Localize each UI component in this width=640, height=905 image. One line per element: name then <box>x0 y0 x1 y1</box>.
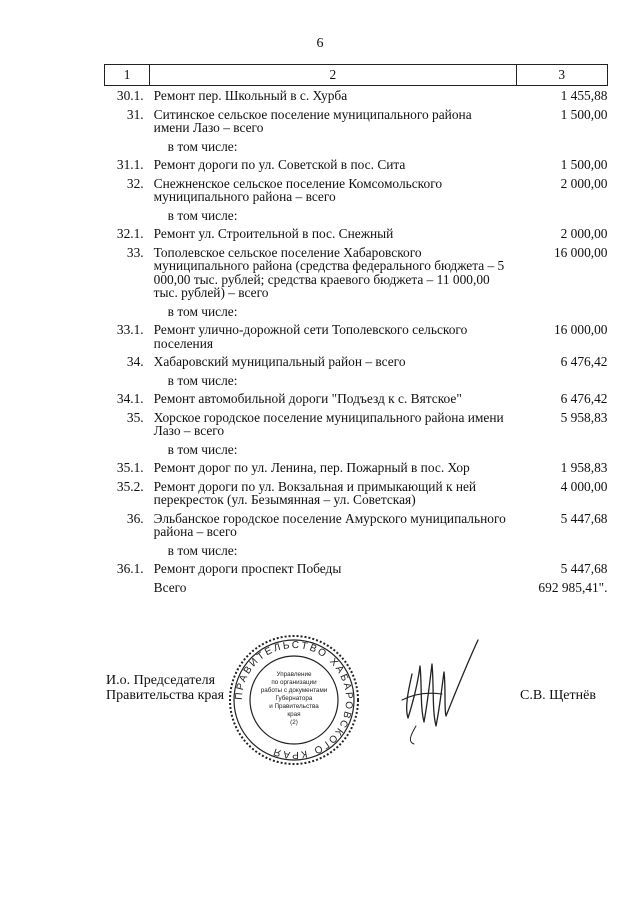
svg-text:и Правительства: и Правительства <box>269 703 319 710</box>
row-number: 35.1. <box>116 460 144 475</box>
row-number <box>105 371 150 390</box>
svg-text:Управление: Управление <box>276 671 312 678</box>
table-row <box>105 408 608 440</box>
row-number: 35.2. <box>116 478 144 494</box>
row-amount: 5 958,83 <box>560 409 608 425</box>
row-description: Эльбанское городское поселение Амурского муниципального района – всего <box>153 510 506 539</box>
appendix-table <box>104 64 608 596</box>
svg-text:ПРАВИТЕЛЬСТВО ХАБАРОВСКОГО КРА: ПРАВИТЕЛЬСТВО ХАБАРОВСКОГО КРАЯ <box>233 639 355 761</box>
table-row <box>105 352 608 371</box>
row-description: Ситинское сельское поселение муниципального района имени Лазо – всего <box>153 106 472 135</box>
header-col-3: 3 <box>516 65 607 86</box>
row-amount: 692 985,41". <box>538 579 608 595</box>
row-description: Всего <box>153 579 187 595</box>
row-amount: 6 476,42 <box>560 391 608 406</box>
row-number <box>105 302 150 321</box>
row-description: в том числе: <box>167 303 238 319</box>
table-row <box>105 224 608 243</box>
row-amount <box>516 541 607 560</box>
signer-name: С.В. Щетнёв <box>520 688 596 703</box>
row-number <box>105 578 150 597</box>
row-description: в том числе: <box>167 372 238 388</box>
signer-title-line-2: Правительства края <box>106 688 225 703</box>
row-number: 33. <box>126 244 144 260</box>
table-row <box>105 155 608 174</box>
row-description: Ремонт дороги по ул. Советской в пос. Сита <box>153 157 406 172</box>
svg-text:по организации: по организации <box>271 679 317 686</box>
row-amount: 5 447,68 <box>560 510 608 526</box>
row-number: 30.1. <box>116 88 144 103</box>
row-amount <box>516 137 607 156</box>
svg-text:работы с документами: работы с документами <box>260 687 328 694</box>
official-seal <box>228 634 360 766</box>
svg-text:края: края <box>287 711 301 718</box>
row-number: 34.1. <box>116 391 144 406</box>
row-number <box>105 137 150 156</box>
row-description: Ремонт дороги по ул. Вокзальная и примыкающий к ней перекресток (ул. Безымянная – ул. Советская) <box>153 478 477 507</box>
row-description: Ремонт пер. Школьный в с. Хурба <box>153 88 348 103</box>
table-row <box>105 320 608 352</box>
table-row <box>105 559 608 578</box>
svg-text:Губернатора: Губернатора <box>275 695 313 702</box>
row-number: 32.1. <box>116 226 144 241</box>
row-amount <box>516 302 607 321</box>
row-number <box>105 440 150 459</box>
table-row <box>105 389 608 408</box>
row-number: 31.1. <box>116 157 144 172</box>
svg-text:(2): (2) <box>290 719 298 726</box>
header-col-1: 1 <box>105 65 150 86</box>
row-number: 35. <box>126 409 144 425</box>
row-amount: 6 476,42 <box>560 354 608 369</box>
page-number: 6 <box>316 36 324 51</box>
row-number: 36.1. <box>116 561 144 576</box>
row-amount: 1 500,00 <box>560 106 608 122</box>
row-description: Хабаровский муниципальный район – всего <box>153 354 406 369</box>
table-row <box>105 458 608 477</box>
header-col-2: 2 <box>150 65 516 86</box>
row-description: в том числе: <box>167 138 238 154</box>
table-row <box>105 371 608 390</box>
row-description: в том числе: <box>167 207 238 223</box>
row-amount: 4 000,00 <box>560 478 608 494</box>
row-amount: 16 000,00 <box>553 244 608 260</box>
row-amount <box>516 371 607 390</box>
table-row <box>105 86 608 105</box>
handwritten-signature <box>380 636 480 746</box>
row-description: в том числе: <box>167 441 238 457</box>
row-description: Снежненское сельское поселение Комсомольского муниципального района – всего <box>153 175 443 204</box>
table-row <box>105 206 608 225</box>
row-amount: 2 000,00 <box>560 175 608 191</box>
row-description: Ремонт дорог по ул. Ленина, пер. Пожарный в пос. Хор <box>153 460 470 475</box>
row-amount <box>516 440 607 459</box>
row-amount: 16 000,00 <box>553 322 608 337</box>
signer-title-line-1: И.о. Председателя <box>106 673 216 688</box>
signer-title <box>106 673 224 703</box>
row-number: 32. <box>126 175 144 191</box>
row-description: Хорское городское поселение муниципального района имени Лазо – всего <box>153 409 504 438</box>
table-row <box>105 578 608 597</box>
row-description: в том числе: <box>167 542 238 558</box>
table-header-row <box>105 65 608 86</box>
table-row <box>105 105 608 137</box>
table-row <box>105 477 608 509</box>
row-number: 36. <box>126 510 144 526</box>
table-row <box>105 174 608 206</box>
row-number: 34. <box>126 354 144 369</box>
row-number <box>105 541 150 560</box>
row-amount: 2 000,00 <box>560 226 608 241</box>
table-row <box>105 302 608 321</box>
table-row <box>105 541 608 560</box>
row-description: Тополевское сельское поселение Хабаровского муниципального района (средства федерального бюджета – 5 000,00 тыс. рублей; средства краевого бюджета – 11 000,00 тыс. рублей) – всего <box>153 244 505 300</box>
row-amount <box>516 206 607 225</box>
row-amount: 5 447,68 <box>560 561 608 576</box>
row-description: Ремонт автомобильной дороги "Подъезд к с. Вятское" <box>153 391 462 406</box>
row-amount: 1 958,83 <box>560 460 608 475</box>
row-amount: 1 500,00 <box>560 157 608 172</box>
table-row <box>105 243 608 302</box>
table-row <box>105 137 608 156</box>
row-description: Ремонт улично-дорожной сети Тополевского сельского поселения <box>153 322 468 351</box>
row-number: 31. <box>126 106 144 122</box>
row-number: 33.1. <box>116 322 144 337</box>
row-description: Ремонт дороги проспект Победы <box>153 561 342 576</box>
table-row <box>105 440 608 459</box>
table-row <box>105 509 608 541</box>
row-amount: 1 455,88 <box>560 88 608 103</box>
row-number <box>105 206 150 225</box>
row-description: Ремонт ул. Строительной в пос. Снежный <box>153 226 394 241</box>
